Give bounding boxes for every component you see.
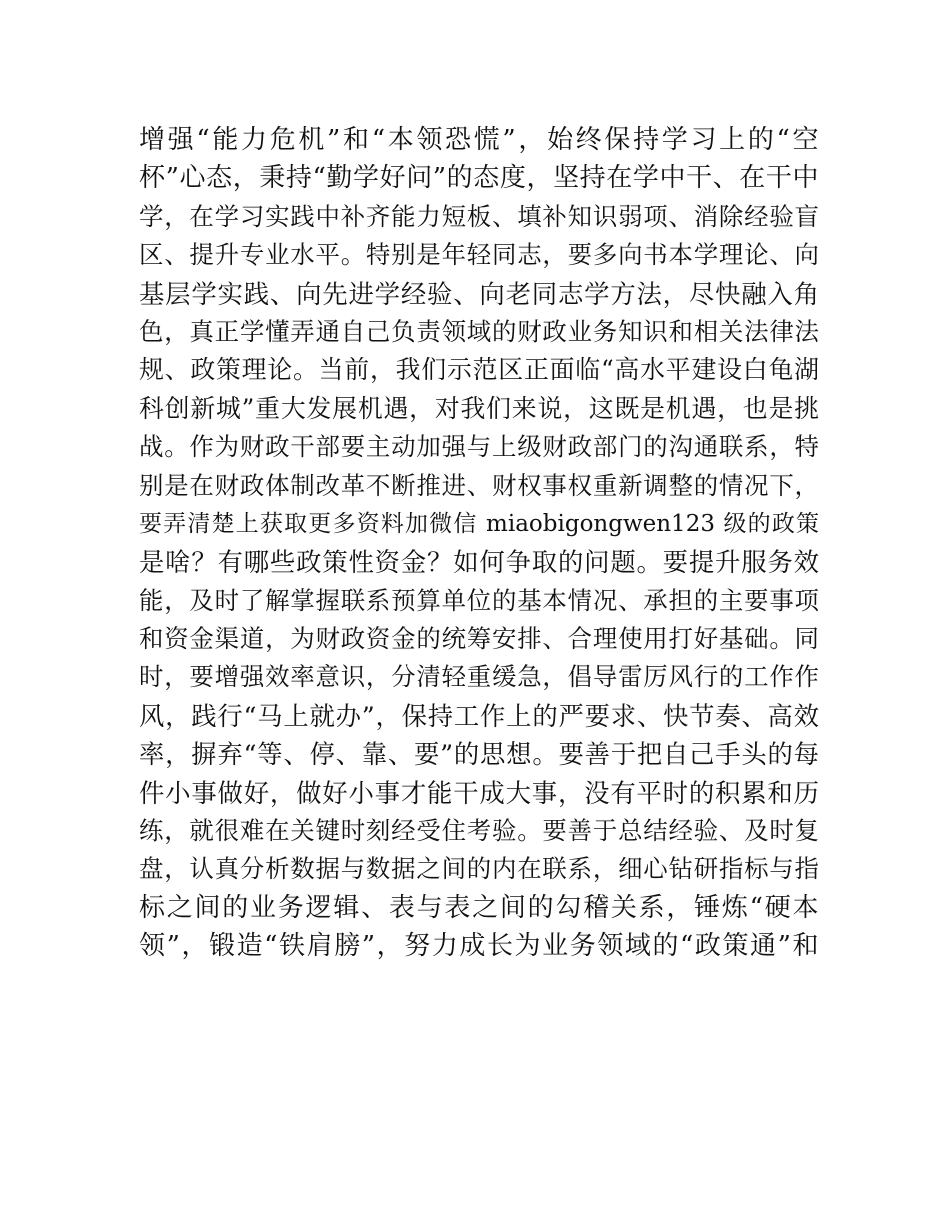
text-line: 要弄清楚上获取更多资料加微信 miaobigongwen123 级的政策 bbox=[139, 510, 819, 537]
text-line: 盘，认真分析数据与数据之间的内在联系，细心钻研指标与指 bbox=[139, 854, 819, 884]
text-line: 科创新城”重大发展机遇，对我们来说，这既是机遇，也是挑 bbox=[139, 393, 819, 423]
text-line: 基层学实践、向先进学经验、向老同志学方法，尽快融入角 bbox=[139, 278, 819, 309]
text-line: 风，践行“马上就办”，保持工作上的严要求、快节奏、高效 bbox=[139, 700, 819, 731]
text-line: 时，要增强效率意识，分清轻重缓急，倡导雷厉风行的工作作 bbox=[139, 662, 819, 692]
text-line: 领”，锻造“铁肩膀”，努力成长为业务领域的“政策通”和 bbox=[139, 931, 819, 962]
text-line: 件小事做好，做好小事才能干成大事，没有平时的积累和历 bbox=[139, 777, 819, 808]
text-line: 别是在财政体制改革不断推进、财权事权重新调整的情况下， bbox=[139, 470, 819, 500]
text-line: 练，就很难在关键时刻经受住考验。要善于总结经验、及时复 bbox=[139, 816, 819, 846]
text-line: 是啥？有哪些政策性资金？如何争取的问题。要提升服务效 bbox=[139, 547, 819, 578]
text-line: 规、政策理论。当前，我们示范区正面临“高水平建设白龟湖 bbox=[139, 355, 819, 385]
text-line: 率，摒弃“等、停、靠、要”的思想。要善于把自己手头的每 bbox=[139, 739, 819, 770]
text-line: 区、提升专业水平。特别是年轻同志，要多向书本学理论、向 bbox=[139, 240, 819, 270]
body-paragraph bbox=[139, 121, 819, 966]
text-line: 色，真正学懂弄通自己负责领域的财政业务知识和相关法律法 bbox=[139, 316, 819, 346]
text-line: 能，及时了解掌握联系预算单位的基本情况、承担的主要事项 bbox=[139, 585, 819, 615]
text-line: 战。作为财政干部要主动加强与上级财政部门的沟通联系，特 bbox=[139, 432, 819, 462]
text-line: 杯”心态，秉持“勤学好问”的态度，坚持在学中干、在干中 bbox=[139, 163, 819, 194]
text-line: 学，在学习实践中补齐能力短板、填补知识弱项、消除经验盲 bbox=[139, 201, 819, 231]
text-line: 和资金渠道，为财政资金的统筹安排、合理使用打好基础。同 bbox=[139, 624, 819, 654]
text-line: 增强“能力危机”和“本领恐慌”，始终保持学习上的“空 bbox=[139, 125, 819, 155]
text-line: 标之间的业务逻辑、表与表之间的勾稽关系，锤炼“硬本 bbox=[139, 892, 819, 923]
